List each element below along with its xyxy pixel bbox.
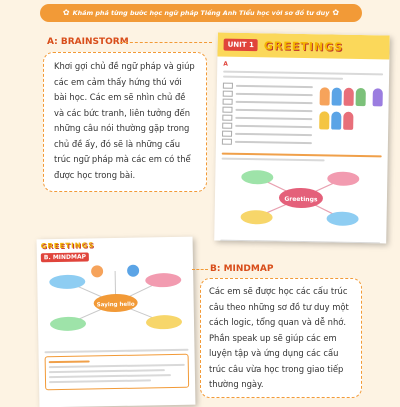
section-tag: B. MINDMAP: [41, 252, 89, 262]
answer-row: [223, 99, 313, 107]
section-marker: A: [223, 60, 228, 68]
text-line: [222, 158, 325, 162]
flower-icon: ✿: [332, 8, 340, 17]
text-line: [222, 153, 382, 158]
mini-mindmap: [214, 162, 387, 235]
page-title: GREETINGS: [40, 241, 95, 251]
text-line: [44, 349, 188, 354]
brainstorm-connector: [120, 42, 212, 43]
flower-icon: ✿: [62, 8, 70, 17]
answer-row: [222, 123, 312, 131]
top-banner: [40, 4, 362, 22]
mindmap-page-preview: [37, 237, 196, 407]
mindmap-card: [200, 278, 362, 398]
center-node: Saying hello: [96, 301, 135, 309]
text-line: [223, 76, 343, 80]
brainstorm-text: Khơi gợi chủ đề ngữ pháp và giúp các em cảm thấy hứng thú với bài học. Các em sẽ nhìn chủ đề và các bức tranh, liên tưởng đến những câu nói thường gặp trong chủ đề ấy, đó sẽ là những cấu trúc ngữ pháp mà các em có thể được học trong bài.: [54, 61, 195, 180]
brainstorm-label: A: BRAINSTORM: [47, 37, 129, 47]
answer-row: [223, 83, 313, 91]
page-header: [217, 33, 389, 60]
center-node: Greetings: [284, 195, 318, 204]
answer-row: [222, 139, 312, 147]
mindmap-connector: [192, 269, 208, 270]
speak-up-box: [45, 354, 190, 391]
page-title: GREETINGS: [263, 38, 344, 54]
banner-text: Khám phá từng bước học ngữ pháp Tiếng Anh Tiểu học với sơ đồ tư duy: [72, 9, 330, 17]
kids-illustration: [318, 82, 389, 149]
text-line: [223, 71, 383, 76]
answer-row: [222, 115, 312, 123]
answer-row: [222, 107, 312, 115]
answer-row: [222, 131, 312, 139]
mindmap-label: B: MINDMAP: [210, 264, 274, 274]
mindmap-diagram: [37, 260, 194, 345]
mindmap-text: Các em sẽ được học các cấu trúc câu theo những sơ đồ tư duy một cách logic, tổng quan và dễ nhớ. Phần speak up sẽ giúp các em luyện tập và ứng dụng các cấu trúc câu vừa học trong giao tiếp thường ngày.: [209, 286, 349, 389]
text-line: [220, 240, 380, 244]
brainstorm-card: [43, 52, 207, 192]
unit-tag: UNIT 1: [224, 39, 258, 52]
unit-page-preview: [214, 33, 390, 244]
answer-row: [223, 91, 313, 99]
